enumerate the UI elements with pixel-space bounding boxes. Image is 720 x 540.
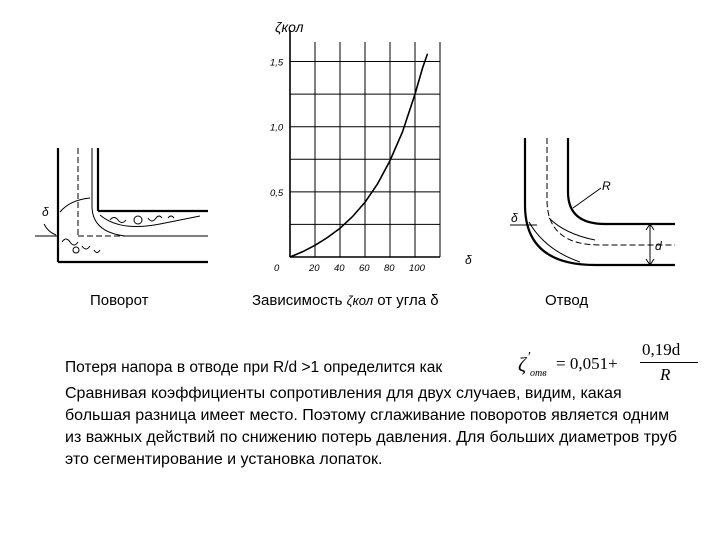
comparison-paragraph: Сравнивая коэффициенты сопротивления для двух случаев, видим, какая большая разница имеет место. Поэтому сглаживание поворотов является одним из важных действий по снижению потерь давления. Для больших диаметров труб это сегментирование и установка лопаток.	[65, 385, 678, 468]
formula-lhs-prime: ′	[528, 350, 532, 365]
turn-delta-label: δ	[42, 205, 49, 219]
formula-lhs-symbol: ζ	[518, 354, 527, 376]
chart-caption-suffix: от угла δ	[373, 292, 439, 309]
bend-d-label: d	[655, 239, 662, 253]
formula-numerator: 0,19d	[642, 340, 681, 359]
chart-title: ζкол	[275, 19, 304, 35]
chart-caption	[252, 292, 439, 309]
series-line-zeta	[290, 54, 428, 257]
y-tick-label: 1,0	[270, 122, 284, 134]
bend-caption: Отвод	[545, 292, 589, 309]
formula-lhs-subscript: отв	[530, 368, 547, 379]
chart-caption-symbol: ζкол	[346, 293, 374, 308]
x-tick-label: 60	[359, 263, 370, 274]
formula	[518, 340, 698, 386]
sharp-turn-diagram	[30, 140, 215, 270]
turn-caption: Поворот	[90, 292, 149, 309]
y-tick-label: 1,5	[270, 57, 284, 69]
x-tick-label: 0	[274, 263, 280, 274]
formula-equals: = 0,051+	[556, 354, 618, 373]
chart-x-label: δ	[465, 253, 472, 267]
chart-caption-prefix: Зависимость	[252, 292, 347, 309]
x-tick-label: 20	[309, 263, 320, 274]
smooth-bend-diagram	[505, 130, 680, 275]
x-tick-label: 40	[334, 263, 345, 274]
formula-denominator: R	[660, 365, 671, 384]
formula-intro: Потеря напора в отводе при R/d >1 определится как	[65, 359, 443, 376]
zeta-chart	[250, 12, 480, 277]
y-tick-label: 0,5	[270, 187, 284, 199]
bend-delta-label: δ	[511, 211, 518, 225]
formula-fraction-bar	[640, 362, 698, 363]
x-tick-label: 100	[409, 263, 425, 274]
x-tick-label: 80	[384, 263, 395, 274]
bend-R-label: R	[602, 179, 611, 193]
